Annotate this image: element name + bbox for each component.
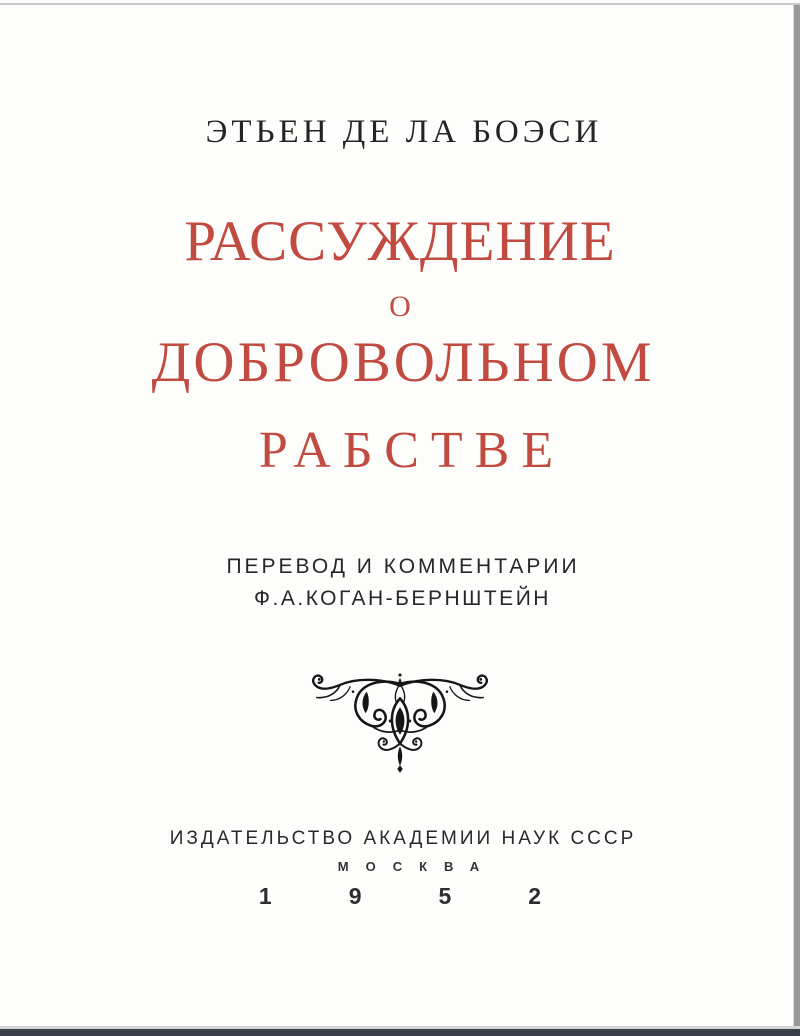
- year-digit: 1: [258, 883, 272, 909]
- book-title-line-1: РАССУЖДЕНИЕ: [184, 210, 616, 273]
- year-digit: 5: [438, 883, 452, 909]
- scan-bottom-edge-shadow: [0, 1026, 800, 1036]
- year-digit: 9: [348, 883, 362, 909]
- book-title-line-2: О: [389, 290, 411, 323]
- book-title-line-4: РАБСТВЕ: [258, 422, 566, 479]
- book-title-line-3: ДОБРОВОЛЬНОМ: [151, 331, 655, 394]
- translation-credit-line-1: ПЕРЕВОД И КОММЕНТАРИИ: [226, 555, 580, 578]
- year-digit: 2: [528, 883, 542, 909]
- scan-top-edge-line: [0, 3, 800, 5]
- floral-ornament-icon: [307, 671, 493, 773]
- author-name: ЭТЬЕН ДЕ ЛА БОЭСИ: [205, 114, 603, 150]
- publisher-line: ИЗДАТЕЛЬСТВО АКАДЕМИИ НАУК СССР: [169, 828, 637, 849]
- year-line: [0, 883, 800, 910]
- translation-credit-line-2: Ф.А.КОГАН-БЕРНШТЕЙН: [254, 587, 551, 610]
- city-line: МОСКВА: [337, 859, 497, 874]
